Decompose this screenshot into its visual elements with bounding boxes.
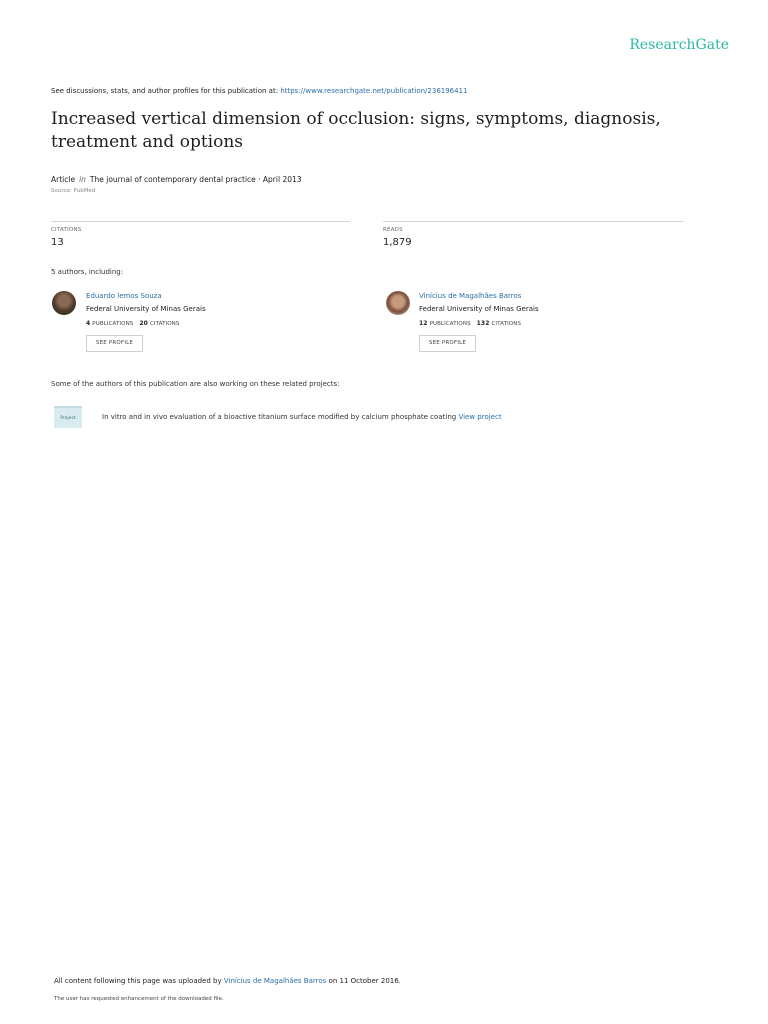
reads-label: READS — [383, 227, 403, 233]
article-type: Article — [51, 175, 76, 184]
related-projects-heading: Some of the authors of this publication are also working on these related projects: — [51, 380, 340, 388]
citations-count: 13 — [51, 237, 64, 248]
project-title: In vitro and in vivo evaluation of a bioactive titanium surface modified by calcium phosphate coating — [102, 413, 457, 421]
project-line — [102, 413, 502, 421]
author-publications-label: PUBLICATIONS — [429, 321, 471, 327]
article-meta — [51, 175, 302, 184]
reads-divider — [383, 221, 684, 222]
author-institution: Federal University of Minas Gerais — [419, 305, 539, 313]
view-project-link[interactable]: View project — [458, 413, 502, 421]
author-avatar[interactable] — [386, 291, 410, 315]
citations-divider — [51, 221, 350, 222]
author-name-link[interactable]: Eduardo lemos Souza — [86, 292, 162, 300]
enhancement-note: The user has requested enhancement of the downloaded file. — [54, 996, 224, 1002]
publication-title: Increased vertical dimension of occlusion: signs, symptoms, diagnosis, treatment and options — [51, 109, 661, 152]
reads-count: 1,879 — [383, 237, 412, 248]
article-source: Source: PubMed — [51, 188, 96, 194]
citations-label: CITATIONS — [51, 227, 82, 233]
upload-prefix: All content following this page was uploaded by — [54, 977, 222, 985]
author-publications-count: 12 — [419, 320, 428, 327]
journal-name: The journal of contemporary dental practice · April 2013 — [89, 175, 302, 184]
upload-date: on 11 October 2016. — [328, 977, 401, 985]
authors-heading: 5 authors, including: — [51, 268, 124, 276]
author-publications-count: 4 — [86, 320, 91, 327]
author-stats — [86, 320, 179, 327]
article-in: in — [79, 175, 86, 184]
author-publications-label: PUBLICATIONS — [92, 321, 134, 327]
project-folder-icon — [54, 406, 82, 428]
upload-note — [54, 977, 401, 985]
author-name-link[interactable]: Vinícius de Magalhães Barros — [419, 292, 522, 300]
author-citations-count: 132 — [476, 320, 490, 327]
author-citations-count: 20 — [139, 320, 148, 327]
discussion-prefix: See discussions, stats, and author profiles for this publication at: — [51, 87, 279, 95]
author-avatar[interactable] — [52, 291, 76, 315]
author-citations-label: CITATIONS — [491, 321, 522, 327]
project-icon-label: Project — [60, 416, 76, 421]
author-citations-label: CITATIONS — [149, 321, 180, 327]
see-profile-button[interactable]: SEE PROFILE — [419, 335, 476, 352]
author-institution: Federal University of Minas Gerais — [86, 305, 206, 313]
author-stats — [419, 320, 521, 327]
see-profile-button[interactable]: SEE PROFILE — [86, 335, 143, 352]
researchgate-logo[interactable]: ResearchGate — [629, 37, 729, 53]
discussion-line — [51, 87, 468, 95]
publication-url-link[interactable]: https://www.researchgate.net/publication/236196411 — [280, 87, 468, 95]
uploader-link[interactable]: Vinícius de Magalhães Barros — [223, 977, 327, 985]
